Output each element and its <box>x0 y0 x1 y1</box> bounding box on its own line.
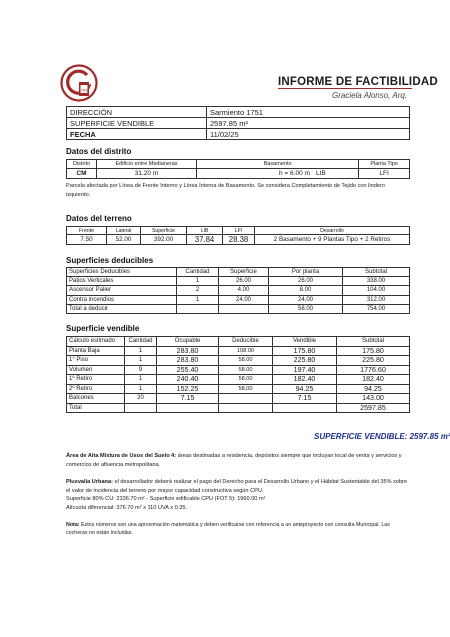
plusvalia-note-title: Plusvalía Urbana: <box>66 479 113 485</box>
table-cell: 94.25 <box>273 384 337 394</box>
table-cell: 312.00 <box>343 295 410 304</box>
info-value: 2597.85 m² <box>207 118 410 129</box>
table-cell: 9 <box>125 365 157 375</box>
column-header: Superficie <box>141 227 187 235</box>
table-cell: Balcones <box>67 394 125 404</box>
table-cell: 255.40 <box>157 365 219 375</box>
table-row <box>67 403 410 413</box>
column-header: Frente <box>67 227 107 235</box>
table-cell: 26.00 <box>269 277 343 286</box>
table-cell: LIB <box>314 169 359 179</box>
table-cell: Planta Baja <box>67 346 125 356</box>
table-cell: LFI <box>359 169 410 179</box>
table-cell: 283.80 <box>157 356 219 366</box>
table-row <box>67 365 410 375</box>
aliquot-line: Alícuota diferencial: 376.70 m² x 110 UVA x 0.35. <box>66 505 188 511</box>
table-row <box>67 107 410 118</box>
column-header: Planta Tipo <box>359 160 410 169</box>
table-cell: 52.00 <box>107 235 141 245</box>
column-header: Vendible <box>273 337 337 347</box>
property-info-table <box>66 106 410 140</box>
report-title: INFORME DE FACTIBILIDAD <box>278 76 438 88</box>
table-cell: 338.00 <box>343 277 410 286</box>
architect-logo <box>60 64 98 102</box>
column-header: Desarrollo <box>255 227 410 235</box>
column-header: Superficie <box>219 268 269 277</box>
table-row <box>67 277 410 286</box>
info-label: DIRECCIÓN <box>67 107 207 118</box>
table-cell: 2597.85 <box>337 403 410 413</box>
table-cell: Patios Verticales <box>67 277 177 286</box>
table-cell: 2 <box>177 286 219 295</box>
column-header: Basamento <box>197 160 359 169</box>
table-cell <box>219 304 269 313</box>
table-row <box>67 384 410 394</box>
column-header: Subtotal <box>343 268 410 277</box>
table-cell: 4.00 <box>219 286 269 295</box>
table-cell: 392.00 <box>141 235 187 245</box>
column-header: Subtotal <box>337 337 410 347</box>
table-cell: CM <box>67 169 97 179</box>
table-header-row <box>67 160 410 169</box>
table-cell: 58.00 <box>219 375 273 385</box>
table-cell: 94.25 <box>337 384 410 394</box>
table-cell <box>157 403 219 413</box>
table-cell <box>177 304 219 313</box>
column-header: Deducible <box>219 337 273 347</box>
table-cell: 1 <box>125 346 157 356</box>
table-cell: 58.00 <box>219 365 273 375</box>
table-cell: 58.00 <box>219 384 273 394</box>
logo-text: Arq <box>81 87 89 93</box>
column-header: LFI <box>223 227 255 235</box>
table-row <box>67 356 410 366</box>
section-title-deducibles: Superficies deducibles <box>66 256 154 265</box>
table-row <box>67 286 410 295</box>
table-cell: 7.50 <box>67 235 107 245</box>
table-cell: 1º Retiro <box>67 375 125 385</box>
table-cell: 1 <box>125 384 157 394</box>
table-cell: 108.00 <box>219 346 273 356</box>
info-label: SUPERFICIE VENDIBLE <box>67 118 207 129</box>
table-cell <box>219 394 273 404</box>
table-cell: 58.00 <box>269 304 343 313</box>
column-header: Ocupable <box>157 337 219 347</box>
table-cell <box>219 403 273 413</box>
column-header: LIB <box>187 227 223 235</box>
column-header: Distrito <box>67 160 97 169</box>
table-cell: Volumen <box>67 365 125 375</box>
table-cell: 8.00 <box>269 286 343 295</box>
table-cell: 1 <box>125 375 157 385</box>
table-row <box>67 235 410 245</box>
zoning-note-title: Área de Alta Mixtura de Usos del Suelo 4: <box>66 453 177 459</box>
table-header-row <box>67 227 410 235</box>
table-cell: 104.00 <box>343 286 410 295</box>
column-header: Edificio entre Medianeras <box>97 160 197 169</box>
table-cell: 240.40 <box>157 375 219 385</box>
zoning-note <box>66 452 410 469</box>
table-row <box>67 118 410 129</box>
table-cell: 1 <box>177 277 219 286</box>
table-cell: Ascensor Palier <box>67 286 177 295</box>
title-divider <box>278 88 412 89</box>
table-cell: 1 <box>125 356 157 366</box>
table-cell: 28.38 <box>223 235 255 245</box>
table-cell: Total <box>67 403 125 413</box>
table-cell: 143.00 <box>337 394 410 404</box>
disclaimer-title: Nota: <box>66 522 80 528</box>
table-cell: 283.80 <box>157 346 219 356</box>
section-title-vendible: Superficie vendible <box>66 324 140 333</box>
table-cell: 7.15 <box>273 394 337 404</box>
land-table <box>66 226 410 245</box>
table-cell: 754.00 <box>343 304 410 313</box>
table-cell: 24.00 <box>219 295 269 304</box>
info-label: FECHA <box>67 129 207 140</box>
table-row <box>67 304 410 313</box>
table-row <box>67 169 410 179</box>
column-header: Por planta <box>269 268 343 277</box>
disclaimer-note <box>66 521 410 538</box>
zoning-note-text: áreas destinadas a residencia, depósitos siempre que incluyan local de venta y servicios y comercios de afluencia metropolitana. <box>66 453 402 468</box>
table-header-row <box>67 268 410 277</box>
section-title-distrito: Datos del distrito <box>66 147 132 156</box>
column-header: Cantidad <box>125 337 157 347</box>
table-cell <box>273 403 337 413</box>
table-row <box>67 394 410 404</box>
table-cell: Contra incendios <box>67 295 177 304</box>
info-value: Sarmiento 1751 <box>207 107 410 118</box>
report-author: Graciela Alonso, Arq. <box>332 91 407 100</box>
table-cell: Total a deducir <box>67 304 177 313</box>
district-note: Parcela afectada por Línea de Frente Interno y Línea Interna de Basamento. Se considera Completamiento de Tejido con lindero izquierdo. <box>66 183 385 198</box>
plusvalia-note <box>66 478 410 495</box>
info-value: 11/02/25 <box>207 129 410 140</box>
plusvalia-note-text: el desarrollador deberá realizar el pago del Derecho para el Desarrollo Urbano y el Hábitat Sustentable del 35% sobre el valor de incidencia del terreno por mayor capacidad constructiva según CPU. <box>66 479 408 494</box>
column-header: Cantidad <box>177 268 219 277</box>
table-cell: 31.20 m <box>97 169 197 179</box>
table-cell: 175.80 <box>337 346 410 356</box>
table-cell: 2º Retiro <box>67 384 125 394</box>
table-header-row <box>67 337 410 347</box>
district-table <box>66 159 410 179</box>
table-cell: 1776.60 <box>337 365 410 375</box>
table-cell: 152.25 <box>157 384 219 394</box>
table-cell <box>125 403 157 413</box>
table-row <box>67 129 410 140</box>
table-cell: 225.80 <box>273 356 337 366</box>
table-cell: 182.40 <box>273 375 337 385</box>
table-cell: 20 <box>125 394 157 404</box>
table-cell: 1° Piso <box>67 356 125 366</box>
table-cell: 26.00 <box>219 277 269 286</box>
section-title-terreno: Datos del terreno <box>66 214 132 223</box>
sellable-area-total: SUPERFICIE VENDIBLE: 2597.85 m² <box>314 432 450 441</box>
disclaimer-text: Estos números son una aproximación matemática y deben verificarse con referencia a un anteproyecto con consulta Municipal. Las cocheras no están incluidas. <box>66 522 390 537</box>
sellable-area-table <box>66 336 410 413</box>
table-cell: h = 6.00 m <box>197 169 314 179</box>
table-cell: 182.40 <box>337 375 410 385</box>
column-header: Cálculo estimado <box>67 337 125 347</box>
table-cell: 37.84 <box>187 235 223 245</box>
table-cell: 175.80 <box>273 346 337 356</box>
table-cell: 2 Basamento + 9 Plantas Tipo + 2 Retiros <box>255 235 410 245</box>
table-row <box>67 295 410 304</box>
table-cell: 24.00 <box>269 295 343 304</box>
table-cell: 58.00 <box>219 356 273 366</box>
table-row <box>67 375 410 385</box>
table-cell: 225.80 <box>337 356 410 366</box>
table-row <box>67 346 410 356</box>
table-cell: 197.40 <box>273 365 337 375</box>
column-header: Superficies Deducibles <box>67 268 177 277</box>
column-header: Lateral <box>107 227 141 235</box>
deductions-table <box>66 267 410 314</box>
surface-calc-line: Superficie 80% CU: 2336.70 m² - Superficie edificable CPU (FOT 5): 1960.00 m² <box>66 496 266 502</box>
table-cell: 1 <box>177 295 219 304</box>
table-cell: 7.15 <box>157 394 219 404</box>
